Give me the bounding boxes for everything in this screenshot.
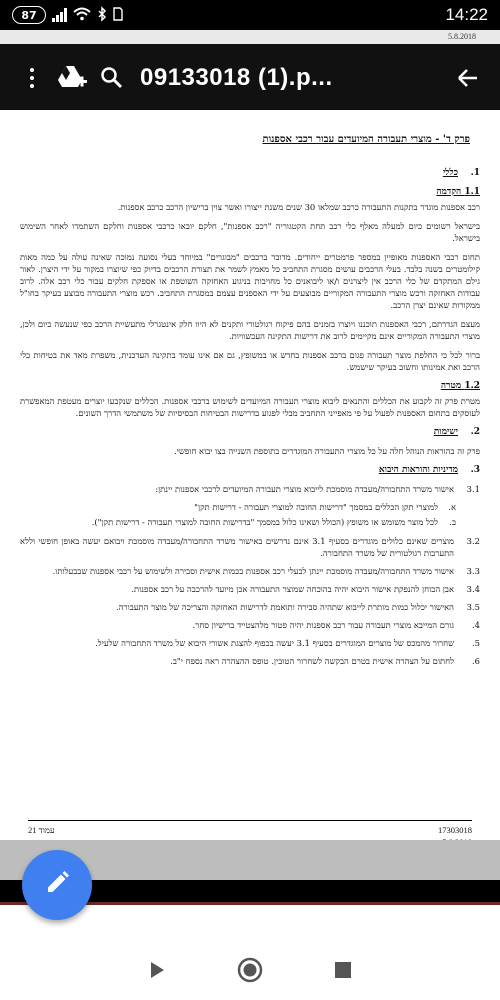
signal-icon xyxy=(52,8,67,22)
subsection-purpose: 1.2 מטרה xyxy=(440,381,480,391)
pdf-page[interactable] xyxy=(0,110,500,840)
paragraph: פרק זה בהוראות הנוהל חלה על כל מוצרי התעבורה המוגדרים בתוספת השנייה בצו יבוא חופשי. xyxy=(174,446,480,456)
battery-indicator: 87 xyxy=(12,6,46,24)
edit-fab-button[interactable] xyxy=(22,850,92,920)
add-to-drive-icon[interactable] xyxy=(52,58,92,98)
list-item: 5. שחרור מהמכס של מוצרים המוגדרים בסעיף 3.1 יעשה בכפוף להצגת אשורי היבוא של משרד התחבורה שלעיל. xyxy=(95,638,480,648)
bluetooth-icon xyxy=(97,7,107,24)
paragraph: מטרת פרק זה לקבוע את הכללים והתנאים ליבוא מוצרי תעבורה המיועדים לשימוש ברכבי אספנות. הכללים שנקבעו יוצרים מעטפת המאפשרת לעוסקים בתחום האספנות לפעול על פי מאפייני התחביב מבלי לפגוע בדרישות הבטיחות הבסיסיות של משתמשי הדרך השונים. xyxy=(20,396,480,418)
section-import-policy: 3. מדיניות והוראות היבוא xyxy=(378,465,480,475)
list-item: 3.3 אישור משרד התחבורה/מעבדה מוסמכת יינתן לבעלי רכב אספנות בכמות אישית וסבירה ולשימוש על רכבי אספנות שבבעלותו. xyxy=(52,566,480,576)
paragraph: תחום רכבי האספנות מאופיין במספר פרמטרים ייחודים. מדובר ברכבים "מבוגרים" במיוחד בעלי נסועה נמוכה שאינה עולה על כמה מאות קילומטרים בשנה בלבד. בעלי הרכבים עושים מסגרת התחביב כל מאמץ לשמר את תצורת הרכבים בדיוק כפי שיוצרו במקור על ידי היצרן. לאור גילם המתקדם של כלי הרכב אין ליצרנים ו/או ליבואנים כל מחויבות בניגוע האחזקה השוטפת או אספקת חלקים עבור כלי רכב אלה. לרוב עבודות האחזקה ורכש מוצרי התעבורה המקוריים מבוצעים על ידי האספנים עצמם במסגרת התחביב. רכש מוצרי התעבורה מבוצע בעיקר בחו"ל ממקורות שאינם יצרן הרכב. xyxy=(20,252,480,310)
paragraph: ברור לכל כי החלפת מוצר תעבורה פגום ברכב אספנות בחדש או במשופץ, גם אם אינו עומד בתקינה העדכנית, משפרת מאד את בטיחות כלי הרכב ואת אמינותו וחשוב בעיקר שישמש. xyxy=(20,350,480,372)
edit-pencil-icon xyxy=(44,870,70,900)
more-vert-icon[interactable] xyxy=(12,58,52,98)
paragraph: בישראל רשומים כיום למעלה מאלף כלי רכב תחת הקטגוריה "רכב אספנות", חלקם יובאו כרכבי אספנות וחלקם השתמרו לאחר השימוש בישראל. xyxy=(20,221,480,243)
clock: 14:22 xyxy=(445,5,488,24)
paragraph: רכב אספנות מוגדר בתקנות התעבורה כרכב שמלאו 30 שנים משנת ייצורו ואשר צוין ברישיון הרכב כרכב אספנות. xyxy=(117,202,480,212)
arrow-back-icon[interactable] xyxy=(448,58,488,98)
section-general: 1. כללי xyxy=(442,168,480,178)
list-item: 3.4 אבן הבוחן להנפקת אישור היבוא יהיה בהוכחה שמוצר התעבורה אכן מיועד להרכבה על רכב אספנות. xyxy=(131,584,480,594)
list-item: 4. גורם המייבא מוצרי תעבורה עבור רכב אספנות יהיה פטור מלהצטייד ברישיון סחר. xyxy=(192,620,480,630)
list-item: 6. לחתום על הצהרה אישית בטרם הבקשה לשחרור הטובין. טופס ההצהרה ראה נספח י"ב. xyxy=(170,656,480,666)
list-item: 3.1 אישור משרד התחבורה/מעבדה מוסמכת לייבוא מוצרי תעבורה המיועדים לרכבי אספנות יינתן: xyxy=(155,484,480,494)
list-item: 3.2 מוצרים שאינם כלולים מוגדרים בסעיף 3.1 אינם נדרשים באישור משרד התחבורה/מעבדה מוסמכת ויבואם יעשה באופן חופשי וללא התערבות רגולטורית של משרד התחבורה. xyxy=(20,536,480,558)
circle-home-icon[interactable] xyxy=(230,950,270,990)
footer-page-number: עמוד 21 xyxy=(28,825,55,835)
paragraph: מעצם הגדרתם, רכבי האספנות תוכננו ויוצרו בזמנים בהם פיקוח רגולטורי ותקנים לא היוו חלק אינטגרלי מתעשיית הרכב כפי שנעשה כיום ולכן, מוצרי התעבורה המקוריים אינם מקיימים לרוב את דרישות התקינה העכשוויות. xyxy=(20,319,480,341)
top-doc-date: 5.8.2018 xyxy=(0,30,500,44)
list-subitem: ב. לכל מוצר משומש או משופץ (הכולל ושאינו כלול במסמך "בדרישות החובה למוצרי תעבורה - דרישות תקן"). xyxy=(91,517,456,527)
wifi-icon xyxy=(73,7,91,24)
footer-doc-number: 17303018 xyxy=(438,825,472,835)
footer-divider xyxy=(28,820,472,821)
chapter-title: פרק ד' - מוצרי תעבורה המיועדים עבור רכבי אספנות xyxy=(262,134,470,145)
square-recents-icon[interactable] xyxy=(323,950,363,990)
subsection-intro: 1.1 הקדמה xyxy=(436,187,480,197)
system-nav-bar xyxy=(0,940,500,1000)
app-bar xyxy=(0,30,500,110)
section-applicability: 2. ישימות xyxy=(433,427,480,437)
document-title: 09133018 (1).p... xyxy=(140,64,333,91)
list-subitem: א. למוצרי תקן הכללים במסמך "דרישות החובה למוצרי תעבורה - דרישות תקן" xyxy=(194,502,456,512)
status-bar xyxy=(0,0,500,30)
list-item: 3.5 האישור יכלול כמות מותרת לייבוא שתהיה סבירה ותואמת לדרישות האחזקה והצריכה של מוצר התעבורה. xyxy=(116,602,480,612)
triangle-back-icon[interactable] xyxy=(137,950,177,990)
search-icon[interactable] xyxy=(92,58,132,98)
sim-icon xyxy=(113,7,123,24)
